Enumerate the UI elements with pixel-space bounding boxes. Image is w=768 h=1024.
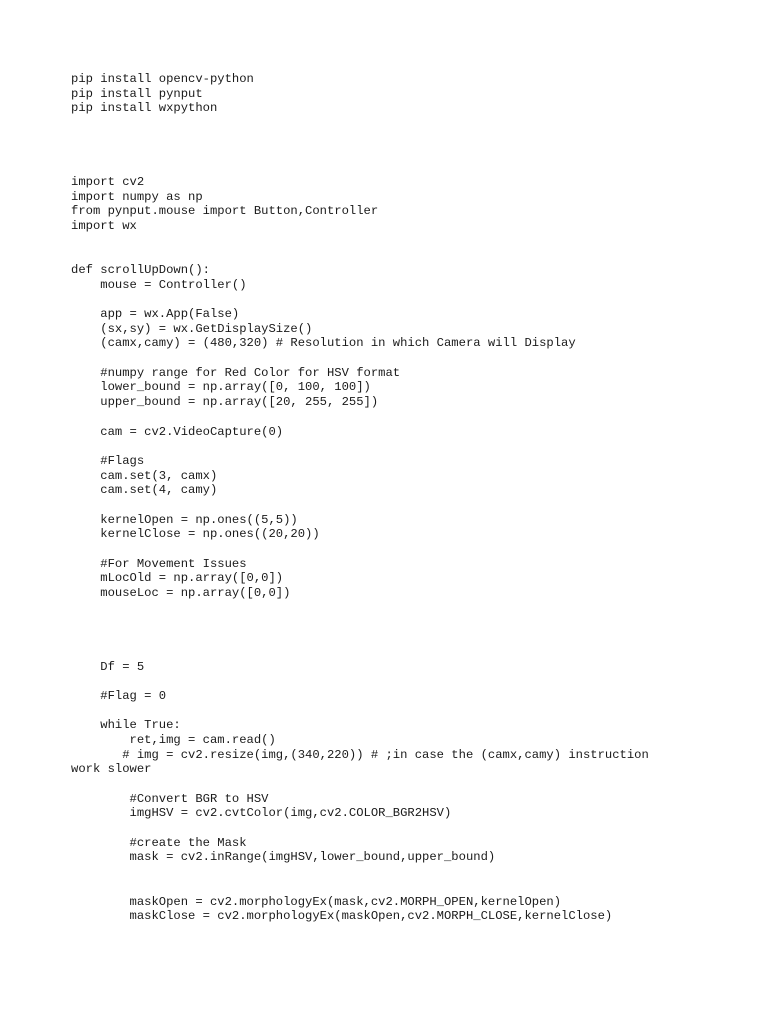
code-line — [71, 116, 711, 131]
code-line — [71, 234, 711, 249]
code-line: while True: — [71, 718, 181, 733]
code-line: maskClose = cv2.morphologyEx(maskOpen,cv2.MORPH_CLOSE,kernelClose) — [71, 909, 613, 924]
code-line: import wx — [71, 218, 137, 233]
code-line: pip install wxpython — [71, 101, 218, 116]
code-line — [71, 865, 711, 880]
code-line: cam.set(3, camx) — [71, 468, 218, 483]
code-line: import cv2 — [71, 174, 145, 189]
code-line — [71, 498, 711, 513]
code-line — [71, 542, 711, 557]
code-line: #For Movement Issues — [71, 556, 247, 571]
code-line: lower_bound = np.array([0, 100, 100]) — [71, 380, 371, 395]
code-line: pip install pynput — [71, 86, 203, 101]
code-line — [71, 160, 711, 175]
code-line: #Flags — [71, 453, 145, 468]
code-line — [71, 704, 711, 719]
code-line — [71, 145, 711, 160]
code-line: mouseLoc = np.array([0,0]) — [71, 586, 291, 601]
code-line: mLocOld = np.array([0,0]) — [71, 571, 284, 586]
code-line — [71, 131, 711, 146]
code-line: #create the Mask — [71, 835, 247, 850]
code-line: mask = cv2.inRange(imgHSV,lower_bound,upper_bound) — [71, 850, 496, 865]
code-line: Df = 5 — [71, 659, 145, 674]
code-line: kernelClose = np.ones((20,20)) — [71, 527, 320, 542]
code-line: # img = cv2.resize(img,(340,220)) # ;in case the (camx,camy) instruction — [71, 747, 649, 762]
code-line — [71, 292, 711, 307]
code-line — [71, 615, 711, 630]
code-line: mouse = Controller() — [71, 277, 247, 292]
code-line — [71, 351, 711, 366]
code-line: #Flag = 0 — [71, 688, 167, 703]
code-line — [71, 248, 711, 263]
code-line: app = wx.App(False) — [71, 307, 240, 321]
code-block — [71, 72, 711, 924]
code-line: cam.set(4, camy) — [71, 483, 218, 498]
code-line: def scrollUpDown(): — [71, 262, 210, 277]
code-line: work slower — [71, 762, 152, 777]
code-line: ret,img = cam.read() — [71, 732, 276, 747]
code-line: #numpy range for Red Color for HSV format — [71, 365, 401, 380]
code-line: imgHSV = cv2.cvtColor(img,cv2.COLOR_BGR2HSV) — [71, 806, 452, 821]
code-line — [71, 601, 711, 616]
code-line: from pynput.mouse import Button,Controller — [71, 204, 379, 219]
code-line: pip install opencv-python — [71, 72, 254, 86]
code-line: cam = cv2.VideoCapture(0) — [71, 424, 284, 439]
code-line: upper_bound = np.array([20, 255, 255]) — [71, 395, 379, 410]
code-line: (sx,sy) = wx.GetDisplaySize() — [71, 321, 313, 336]
code-line — [71, 777, 711, 792]
code-line: import numpy as np — [71, 189, 203, 204]
code-line — [71, 674, 711, 689]
code-line: (camx,camy) = (480,320) # Resolution in which Camera will Display — [71, 336, 576, 351]
code-line — [71, 439, 711, 454]
code-line — [71, 821, 711, 836]
code-line: #Convert BGR to HSV — [71, 791, 269, 806]
code-line: kernelOpen = np.ones((5,5)) — [71, 512, 298, 527]
code-line: maskOpen = cv2.morphologyEx(mask,cv2.MORPH_OPEN,kernelOpen) — [71, 894, 562, 909]
code-line — [71, 645, 711, 660]
code-line — [71, 630, 711, 645]
code-line — [71, 410, 711, 425]
code-line — [71, 880, 711, 895]
